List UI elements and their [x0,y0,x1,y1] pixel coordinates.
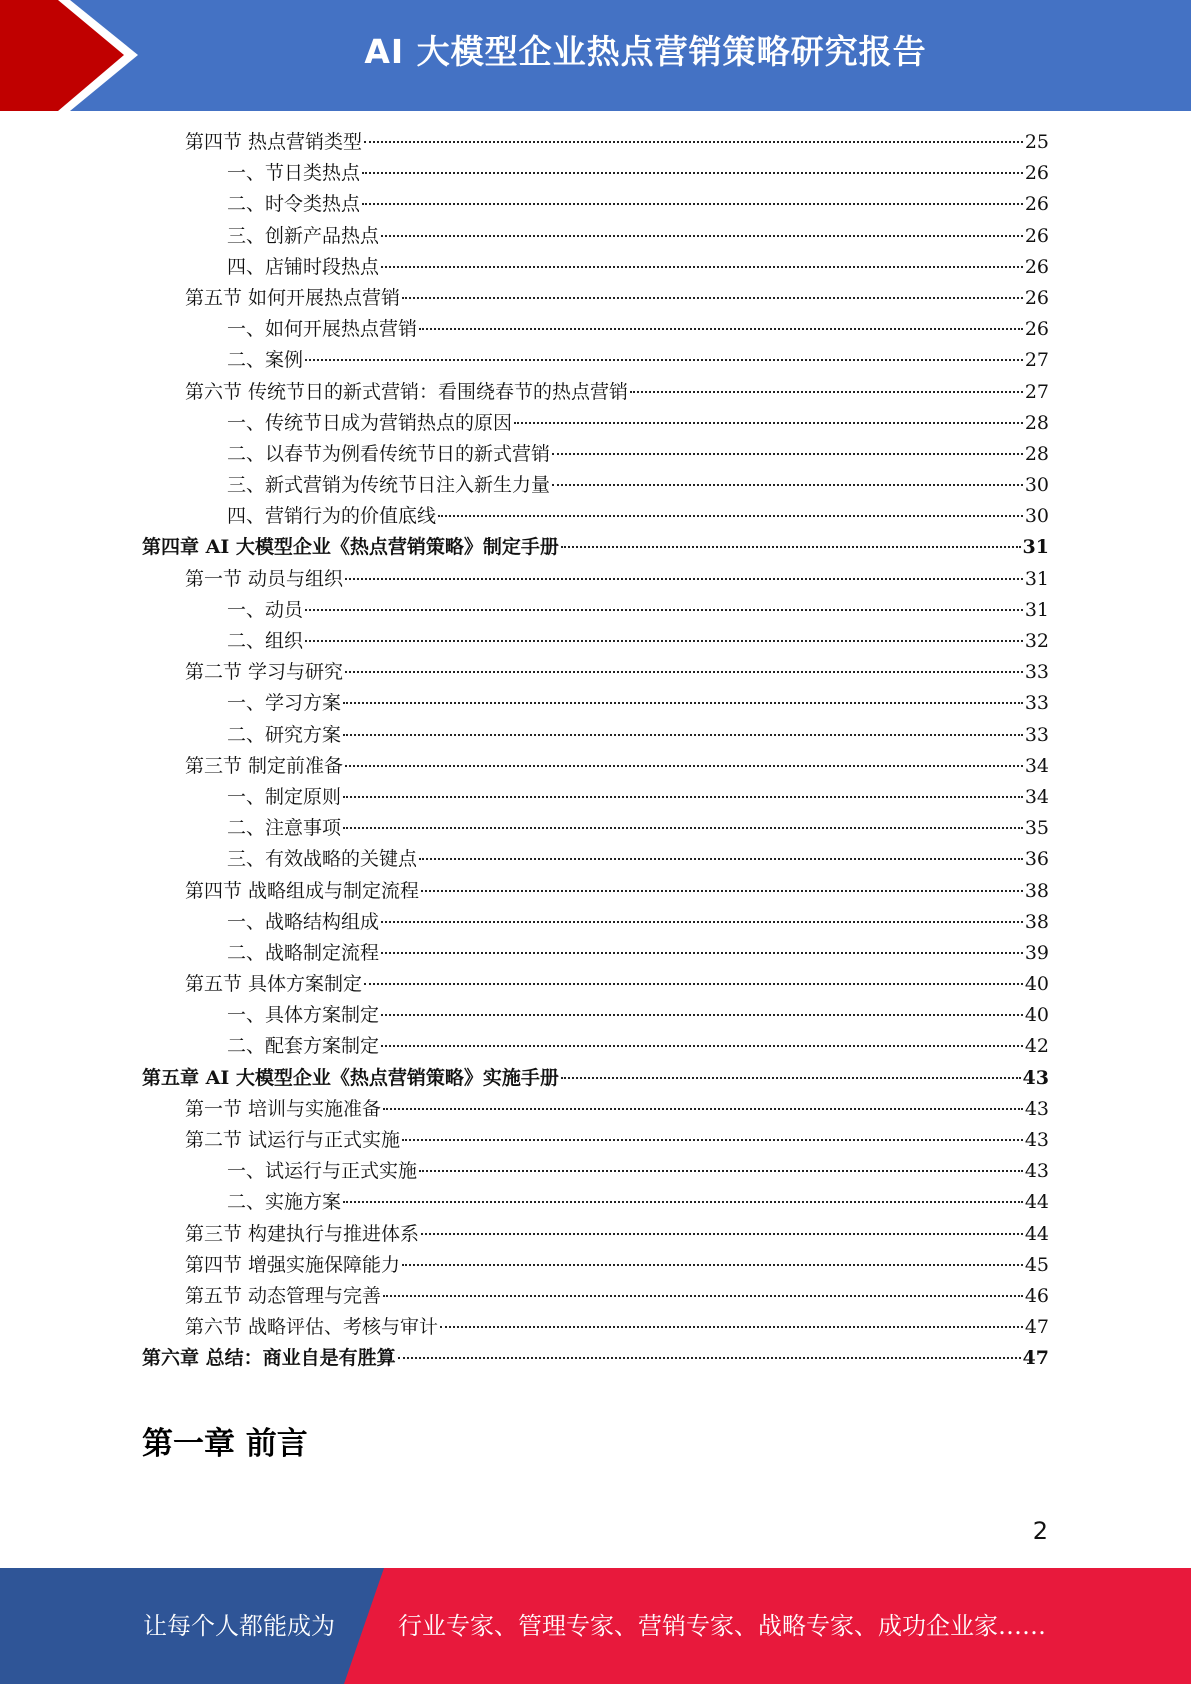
toc-entry-page: 39 [1024,941,1049,964]
toc-dot-leader [364,122,1023,143]
toc-entry-label: 一、学习方案 [227,692,342,715]
toc-dot-leader [421,871,1023,892]
toc-entry-label: 三、创新产品热点 [227,224,380,247]
toc-dot-leader [421,1214,1023,1235]
toc-entry-page: 34 [1024,754,1049,777]
toc-entry-page: 40 [1024,1004,1049,1027]
toc-dot-leader [381,1026,1023,1047]
toc-entry-page: 26 [1024,162,1049,185]
toc-dot-leader [343,777,1023,798]
toc-dot-leader [552,434,1023,455]
toc-dot-leader [561,1058,1021,1079]
toc-entry-label: 第四节 增强实施保障能力 [185,1253,401,1276]
toc-entry-label: 一、战略结构组成 [227,910,380,933]
toc-entry-page: 26 [1024,193,1049,216]
toc-entry-page: 43 [1024,1097,1049,1120]
toc-entry-label: 一、具体方案制定 [227,1004,380,1027]
toc-dot-leader [381,995,1023,1016]
page-footer [0,1568,1191,1684]
toc-dot-leader [364,964,1023,985]
toc-dot-leader [345,559,1023,580]
toc-entry-label: 第五章 AI 大模型企业《热点营销策略》实施手册 [142,1066,559,1089]
toc-entry-label: 二、研究方案 [227,723,342,746]
toc-dot-leader [305,590,1023,611]
toc-entry-page: 38 [1024,910,1049,933]
toc-entry-page: 36 [1024,848,1049,871]
toc-entry-label: 二、实施方案 [227,1191,342,1214]
toc-entry-page: 43 [1022,1066,1049,1089]
toc-entry-label: 二、注意事项 [227,817,342,840]
toc-entry-page: 35 [1024,817,1049,840]
toc-entry-label: 二、组织 [227,630,304,652]
toc-entry-page: 32 [1024,630,1049,652]
toc-entry-label: 第六节 传统节日的新式营销：看围绕春节的热点营销 [185,380,629,403]
toc-entry-page: 43 [1024,1129,1049,1151]
toc-entry-page: 45 [1024,1253,1049,1276]
toc-dot-leader [343,683,1023,704]
toc-dot-leader [514,403,1023,424]
toc-dot-leader [383,1276,1023,1297]
toc-entry-label: 二、以春节为例看传统节日的新式营销 [227,442,551,465]
toc-dot-leader [381,902,1023,923]
toc-entry-label: 第三节 构建执行与推进体系 [185,1222,420,1245]
page-header [0,0,1191,111]
toc-entry-label: 三、新式营销为传统节日注入新生力量 [227,474,551,497]
toc-dot-leader [381,933,1023,954]
toc-entry-label: 第二节 试运行与正式实施 [185,1129,401,1151]
footer-slogan-right: 行业专家、管理专家、营销专家、战略专家、成功企业家…… [398,1612,1046,1640]
toc-entry-label: 一、节日类热点 [227,162,361,185]
toc-entry-label: 一、传统节日成为营销热点的原因 [227,411,513,434]
toc-entry-label: 第三节 制定前准备 [185,754,344,777]
toc-dot-leader [419,309,1023,330]
toc-dot-leader [440,1307,1023,1328]
toc-dot-leader [398,1338,1021,1359]
toc-entry-label: 三、有效战略的关键点 [227,848,418,871]
toc-entry-page: 25 [1024,131,1049,153]
toc-entry-page: 30 [1024,474,1049,497]
toc-entry-page: 28 [1024,411,1049,434]
toc-dot-leader [345,746,1023,767]
toc-entry-page: 46 [1024,1284,1049,1307]
toc-entry-label: 二、时令类热点 [227,193,361,216]
toc-entry-label: 第二节 学习与研究 [185,661,344,684]
toc-entry-label: 一、制定原则 [227,785,342,808]
toc-entry-page: 26 [1024,286,1049,309]
toc-entry-page: 40 [1024,973,1049,996]
toc-dot-leader [381,216,1023,237]
toc-dot-leader [438,496,1023,517]
toc-dot-leader [402,1120,1023,1141]
toc-entry-page: 27 [1024,349,1049,372]
toc-entry-label: 第四节 热点营销类型 [185,131,363,153]
toc-entry-label: 第六节 战略评估、考核与审计 [185,1316,439,1339]
toc-entry-label: 第五节 具体方案制定 [185,973,363,996]
toc-entry-page: 33 [1024,723,1049,746]
toc-entry-page: 33 [1024,661,1049,684]
toc-dot-leader [419,1151,1023,1172]
report-title: AI 大模型企业热点营销策略研究报告 [364,32,927,71]
toc-entry-label: 二、战略制定流程 [227,941,380,964]
toc-entry-page: 43 [1024,1160,1049,1183]
table-of-contents [142,127,1049,1375]
chapter-heading: 第一章 前言 [142,1426,308,1462]
toc-entry-label: 二、配套方案制定 [227,1035,380,1058]
toc-entry-label: 第四章 AI 大模型企业《热点营销策略》制定手册 [142,536,559,559]
toc-dot-leader [305,340,1023,361]
toc-entry-label: 一、如何开展热点营销 [227,318,418,341]
toc-entry-label: 第五节 动态管理与完善 [185,1284,382,1307]
toc-entry-label: 第一节 培训与实施准备 [185,1097,382,1120]
toc-entry-page: 42 [1024,1035,1049,1058]
toc-dot-leader [552,465,1023,486]
toc-dot-leader [419,839,1023,860]
toc-dot-leader [343,715,1023,736]
toc-entry-label: 第五节 如何开展热点营销 [185,286,401,309]
toc-entry-page: 26 [1024,224,1049,247]
toc-dot-leader [402,278,1023,299]
toc-entry-label: 第六章 总结：商业自是有胜算 [142,1347,396,1370]
toc-entry-page: 28 [1024,442,1049,465]
toc-entry-label: 四、营销行为的价值底线 [227,505,437,528]
page-number: 2 [1032,1517,1048,1545]
toc-dot-leader [630,372,1023,393]
toc-entry-page: 30 [1024,505,1049,528]
toc-entry-label: 一、动员 [227,598,304,621]
toc-chapter-entry[interactable] [142,1343,1049,1374]
toc-entry-label: 第一节 动员与组织 [185,567,344,590]
toc-entry-page: 27 [1024,380,1049,403]
toc-dot-leader [362,153,1023,174]
toc-entry-page: 33 [1024,692,1049,715]
toc-entry-label: 二、案例 [227,349,304,372]
toc-entry-page: 31 [1022,536,1049,559]
toc-dot-leader [383,1089,1023,1110]
toc-entry-page: 26 [1024,255,1049,278]
toc-entry-page: 34 [1024,785,1049,808]
toc-dot-leader [381,247,1023,268]
toc-entry-page: 47 [1022,1347,1049,1370]
toc-entry-page: 31 [1024,598,1049,621]
toc-entry-page: 47 [1024,1316,1049,1339]
toc-dot-leader [343,1182,1023,1203]
toc-entry-label: 一、试运行与正式实施 [227,1160,418,1183]
toc-dot-leader [561,527,1021,548]
toc-entry-page: 31 [1024,567,1049,590]
toc-dot-leader [343,808,1023,829]
toc-dot-leader [402,1245,1023,1266]
toc-entry-page: 44 [1024,1222,1049,1245]
toc-entry-page: 38 [1024,879,1049,902]
toc-dot-leader [362,184,1023,205]
toc-dot-leader [305,621,1023,642]
toc-entry-page: 44 [1024,1191,1049,1214]
footer-slogan-left: 让每个人都能成为 [143,1612,335,1640]
toc-entry-page: 26 [1024,318,1049,341]
toc-entry-label: 四、店铺时段热点 [227,255,380,278]
toc-dot-leader [345,652,1023,673]
toc-entry-label: 第四节 战略组成与制定流程 [185,879,420,902]
